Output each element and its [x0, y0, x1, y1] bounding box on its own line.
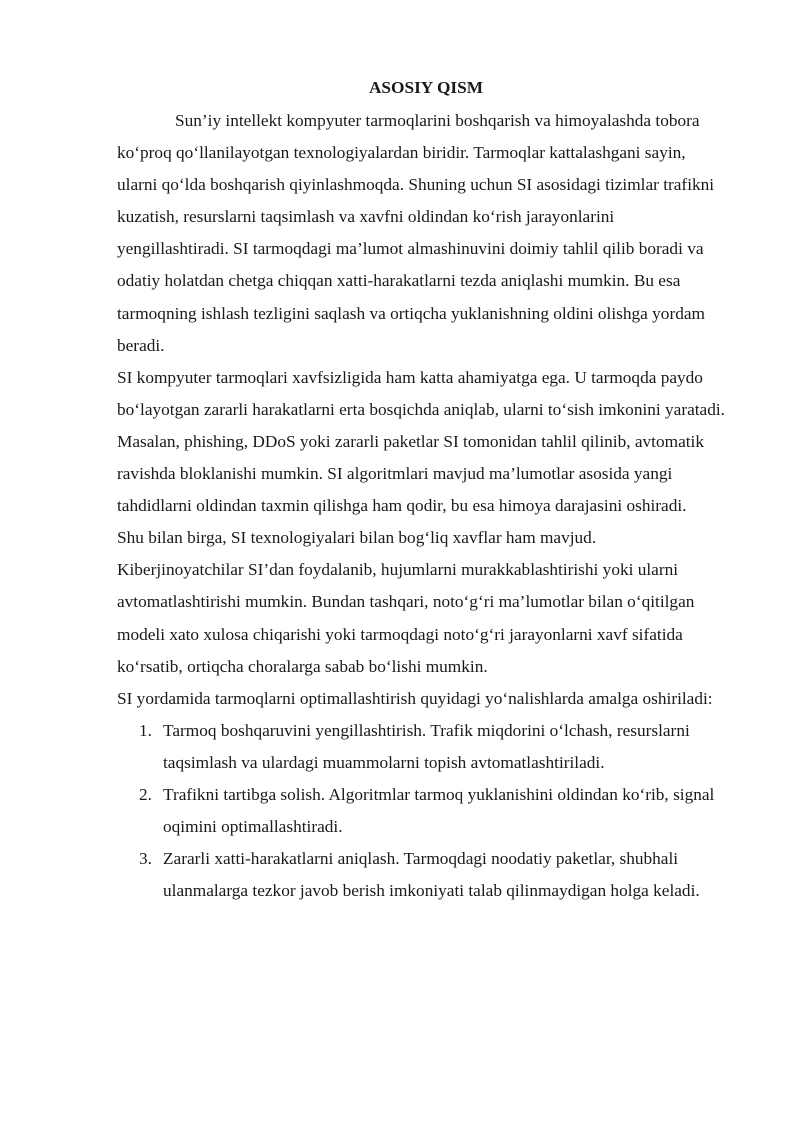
section-title-text: ASOSIY QISM	[368, 78, 484, 97]
list-item-number: 3.	[139, 849, 152, 869]
list-item-text: Zararli xatti-harakatlarni aniqlash. Tarmoqdagi noodatiy paketlar, shubhali ulanmalarga tezkor javob berish imkoniyati talab qilinmaydigan holga keladi.	[163, 849, 700, 901]
paragraph-optimization: SI yordamida tarmoqlarni optimallashtirish quyidagi yoʻnalishlarda amalga oshiriladi:	[117, 688, 713, 708]
list-item	[139, 779, 727, 843]
paragraph-intro: Sun’iy intellekt kompyuter tarmoqlarini boshqarish va himoyalashda tobora koʻproq qoʻllanilayotgan texnologiyalardan biridir. Tarmoqlar kattalashgani sayin, ularni qoʻlda boshqarish qiyinlashmoqda. Shuning uchun SI asosidagi tizimlar trafikni kuzatish, resurslarni taqsimlash va xavfni oldindan koʻrish jarayonlarini yengillashtiradi. SI tarmoqdagi ma’lumot almashinuvini doimiy tahlil qilib boradi va odatiy holatdan chetga chiqqan xatti-harakatlarni tezda aniqlashi mumkin. Bu esa tarmoqning ishlash tezligini saqlash va ortiqcha yuklanishning oldini olishga yordam beradi.	[117, 111, 715, 355]
document-body	[117, 75, 727, 907]
list-item	[139, 715, 727, 779]
section-title	[117, 75, 727, 105]
numbered-list	[117, 715, 727, 908]
paragraph-risks: Shu bilan birga, SI texnologiyalari bilan bogʻliq xavflar ham mavjud. Kiberjinoyatchilar SI’dan foydalanib, hujumlarni murakkablashtirishi yoki ularni avtomatlashtirishi mumkin. Bundan tashqari, notoʻgʻri ma’lumotlar bilan oʻqitilgan modeli xato xulosa chiqarishi yoki tarmoqdagi notoʻgʻri jarayonlarni xavf sifatida koʻrsatib, ortiqcha choralarga sabab boʻlishi mumkin.	[117, 528, 695, 676]
paragraph-security: SI kompyuter tarmoqlari xavfsizligida ham katta ahamiyatga ega. U tarmoqda paydo boʻlayotgan zararli harakatlarni erta bosqichda aniqlab, ularni toʻsish imkonini yaratadi. Masalan, phishing, DDoS yoki zararli paketlar SI tomonidan tahlil qilinib, avtomatik ravishda bloklanishi mumkin. SI algoritmlari mavjud ma’lumotlar asosida yangi tahdidlarni oldindan taxmin qilishga ham qodir, bu esa himoya darajasini oshiradi.	[117, 367, 725, 516]
list-item-text: Trafikni tartibga solish. Algoritmlar tarmoq yuklanishini oldindan koʻrib, signal oqimini optimallashtiradi.	[163, 784, 715, 837]
list-item	[139, 843, 727, 907]
list-item-number: 1.	[139, 720, 152, 740]
list-item-number: 2.	[139, 784, 152, 804]
list-item-text: Tarmoq boshqaruvini yengillashtirish. Trafik miqdorini oʻlchash, resurslarni taqsimlash va ulardagi muammolarni topish avtomatlashtiriladi.	[163, 720, 690, 772]
